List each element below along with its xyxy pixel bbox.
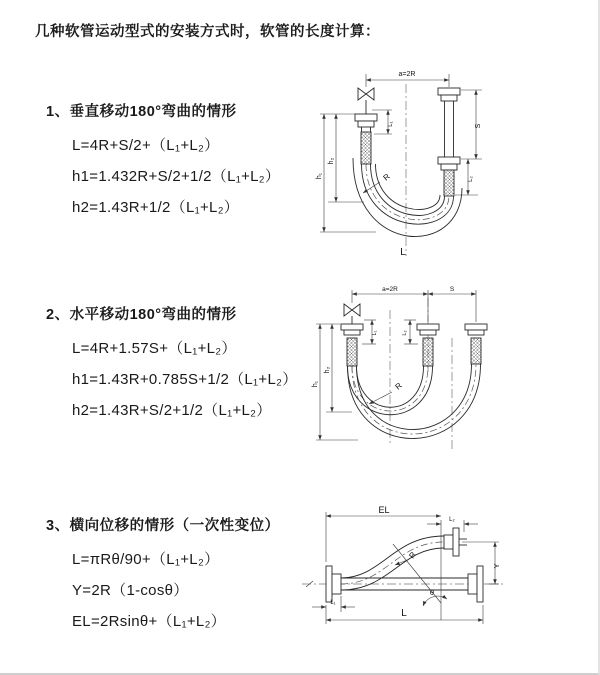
construction-lines [393, 520, 447, 620]
section-horizontal-movement [46, 303, 298, 426]
dimensions [312, 505, 501, 624]
section-2-heading: 2、水平移动180°弯曲的情形 [46, 307, 237, 323]
formula-line: h1=1.43R+0.785S+1/2（L₁+L₂） [72, 371, 298, 388]
left-fitting [326, 566, 341, 602]
lower-right-fitting [468, 566, 483, 602]
page-title: 几种软管运动型式的安装方式时，软管的长度计算： [35, 24, 380, 40]
s-curve-hose [341, 536, 444, 590]
diagram-vertical-180-bend [306, 64, 591, 264]
dim-label-l: L [401, 608, 407, 619]
section-1-heading: 1、垂直移动180°弯曲的情形 [46, 104, 237, 120]
dim-label-el: EL [378, 505, 390, 515]
radius-label: R [407, 550, 418, 561]
formula-line: L=πRθ/90+（L₁+L₂） [72, 551, 220, 568]
valve-icon [358, 88, 374, 100]
formula-line: L=4R+S/2+（L₁+L₂） [72, 137, 220, 154]
formula-line: h2=1.43R+1/2（L₁+L₂） [72, 199, 240, 216]
section-3-heading: 3、横向位移的情形（一次性变位） [46, 518, 280, 534]
middle-pipe-assembly [417, 324, 439, 366]
dim-label-a2r: a=2R [398, 71, 416, 78]
section-lateral-displacement [46, 514, 280, 637]
left-pipe-assembly [341, 304, 363, 366]
dim-label-h1: h₁ [316, 172, 323, 180]
dim-label-h2: h₂ [324, 366, 331, 374]
dim-label-y: Y [492, 563, 501, 569]
diagram-horizontal-180-bend [306, 280, 598, 458]
valve-icon [344, 304, 360, 316]
dim-label-l2: L₂ [402, 330, 408, 336]
length-label: L [400, 247, 406, 258]
dim-label-l2: L₂ [468, 176, 474, 182]
formula-line: Y=2R（1-cosθ） [72, 582, 189, 599]
dim-label-l1: L₁ [388, 121, 394, 127]
dim-label-s: S [475, 123, 482, 129]
dim-label-l1: L₁ [330, 600, 336, 606]
radius-label: R [381, 171, 392, 183]
formula-line: h2=1.43R+S/2+1/2（L₁+L₂） [72, 402, 272, 419]
dim-label-s: S [449, 286, 455, 293]
dim-label-l2: L₂ [449, 517, 455, 523]
diagram-lateral-displacement [296, 502, 596, 647]
formula-line: L=4R+1.57S+（L₁+L₂） [72, 340, 237, 357]
radius-label: R [393, 380, 404, 392]
formula-line: EL=2Rsinθ+（L₁+L₂） [72, 613, 226, 630]
dimensions [312, 286, 476, 440]
formula-line: h1=1.432R+S/2+1/2（L₁+L₂） [72, 168, 281, 185]
left-pipe-assembly [355, 88, 377, 164]
right-pipe-assembly [438, 88, 460, 196]
dim-label-l1: L₁ [372, 330, 378, 336]
dim-label-h1: h₁ [312, 380, 319, 388]
dim-label-h2: h₂ [328, 157, 335, 165]
dim-label-a2r: a=2R [382, 286, 398, 293]
hose-curves-position2 [348, 364, 481, 439]
theta-label: θ [429, 588, 435, 597]
right-pipe-assembly [465, 324, 487, 364]
section-vertical-movement [46, 100, 280, 223]
